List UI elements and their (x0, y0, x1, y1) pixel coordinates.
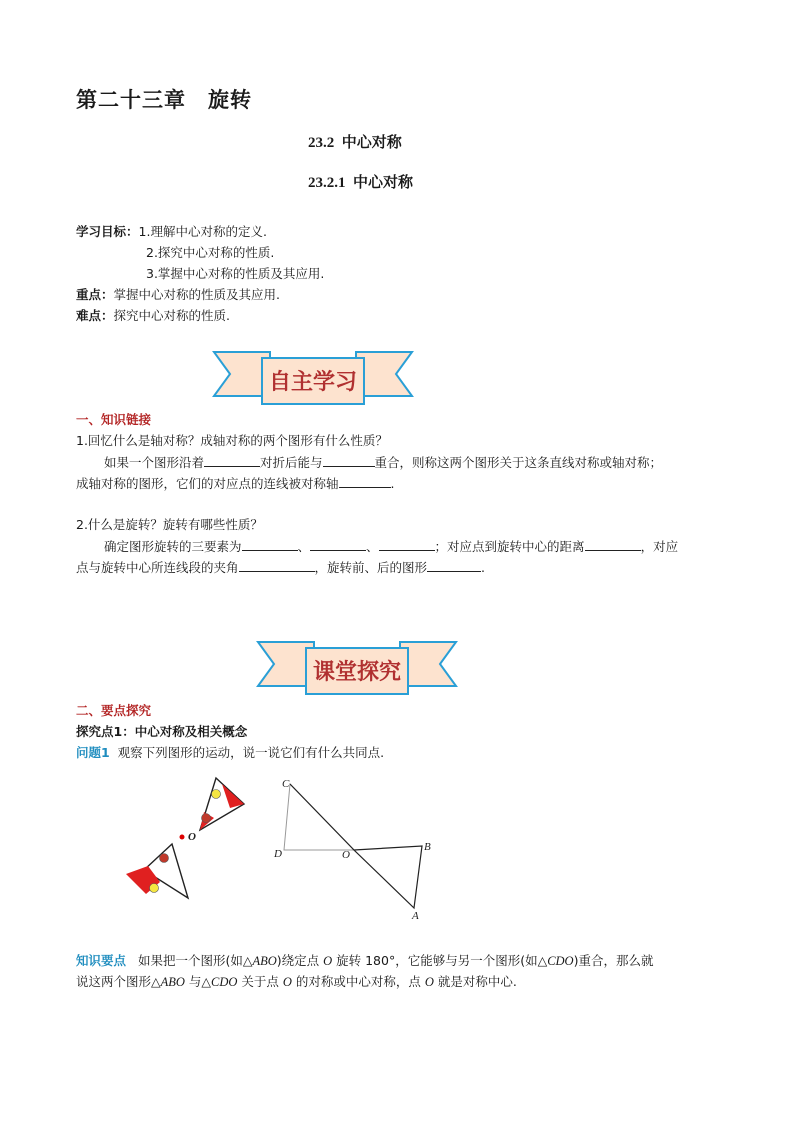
label-b: B (424, 841, 431, 853)
goal-item: 3.掌握中心对称的性质及其应用. (146, 266, 325, 281)
banner-self-study (212, 348, 414, 410)
answer-blank[interactable] (339, 473, 391, 488)
text-span: )重合，那么就 (573, 953, 654, 968)
part2-heading: 二、要点探究 (76, 703, 152, 718)
answer-blank[interactable] (427, 557, 481, 572)
answer-blank[interactable] (323, 452, 375, 467)
text-span: 确定图形旋转的三要素为 (104, 539, 242, 554)
text-span: 就是对称中心. (433, 974, 517, 989)
goals-label: 学习目标： (76, 224, 139, 239)
problem-label: 问题1 (76, 745, 110, 760)
text-span: ABO (160, 975, 185, 989)
difficulty-label: 难点： (76, 308, 114, 323)
chapter-title: 第二十三章 旋转 (76, 88, 252, 112)
key-point-text: 掌握中心对称的性质及其应用. (113, 287, 280, 302)
question-2-line-a (104, 536, 678, 557)
section-title: 23.2 中心对称 (308, 135, 402, 151)
subsection-title: 23.2.1 中心对称 (308, 175, 414, 191)
problem-text: 观察下列图形的运动，说一说它们有什么共同点. (117, 745, 385, 760)
text-span: 点与旋转中心所连线段的夹角 (76, 560, 239, 575)
text-span: 成轴对称的图形，它们的对应点的连线被对称轴 (76, 476, 339, 491)
text-span: 如果把一个图形(如△ (137, 953, 253, 968)
key-point-row (76, 285, 280, 305)
knowledge-label: 知识要点 (76, 953, 127, 968)
text-span: . (390, 476, 395, 491)
text-span: 对折后能与 (260, 455, 323, 470)
text-span: O (282, 975, 292, 989)
part1-heading: 一、知识链接 (76, 412, 152, 427)
topic-heading: 探究点1：中心对称及相关概念 (76, 724, 248, 739)
question-1: 1.回忆什么是轴对称？成轴对称的两个图形有什么性质？ (76, 433, 388, 448)
question-1-line-b (76, 473, 395, 494)
label-c: C (282, 778, 290, 790)
text-span: ABO (252, 954, 277, 968)
answer-blank[interactable] (585, 536, 641, 551)
banner-self-study-text: 自主学习 (268, 370, 358, 395)
text-span: ，旋转前、后的图形 (314, 560, 428, 575)
label-o: O (342, 849, 350, 861)
central-symmetry-figure (270, 774, 440, 922)
knowledge-line-1 (76, 951, 653, 971)
banner-class-explore (256, 638, 458, 700)
answer-blank[interactable] (239, 557, 315, 572)
text-span: 与△ (184, 974, 212, 989)
center-o-label: O (188, 831, 196, 843)
label-a: A (412, 910, 419, 922)
text-span: . (481, 560, 486, 575)
text-span: 如果一个图形沿着 (104, 455, 205, 470)
question-2: 2.什么是旋转？旋转有哪些性质？ (76, 517, 263, 532)
text-span: O (323, 954, 333, 968)
answer-blank[interactable] (204, 452, 260, 467)
label-d: D (274, 848, 282, 860)
rotation-triangles-figure (118, 770, 258, 906)
text-span: 、 (366, 539, 379, 554)
text-span: ；对应点到旋转中心的距离 (434, 539, 585, 554)
answer-blank[interactable] (379, 536, 435, 551)
question-2-line-b (76, 557, 485, 578)
goals-row-1 (76, 222, 267, 242)
text-span: 旋转 180°，它能够与另一个图形(如△ (332, 953, 548, 968)
text-span: 、 (297, 539, 311, 554)
problem-1 (76, 743, 384, 763)
key-point-label: 重点： (76, 287, 114, 302)
goal-item: 2.探究中心对称的性质. (146, 245, 275, 260)
text-span: 说这两个图形△ (76, 974, 161, 989)
goal-item: 1.理解中心对称的定义. (138, 224, 267, 239)
text-span: )绕定点 (276, 953, 324, 968)
text-span: 重合，则称这两个图形关于这条直线对称或轴对称； (374, 455, 663, 470)
answer-blank[interactable] (242, 536, 298, 551)
question-1-line-a (104, 452, 662, 473)
difficulty-row (76, 306, 230, 326)
text-span: CDO (211, 975, 238, 989)
text-span: CDO (547, 954, 574, 968)
banner-class-explore-text: 课堂探究 (312, 660, 402, 685)
difficulty-text: 探究中心对称的性质. (113, 308, 230, 323)
text-span: O (424, 975, 434, 989)
text-span: ，对应 (640, 539, 679, 554)
knowledge-line-2 (76, 972, 517, 992)
text-span: 关于点 (237, 974, 283, 989)
text-span: 的对称或中心对称，点 (291, 974, 425, 989)
answer-blank[interactable] (310, 536, 366, 551)
